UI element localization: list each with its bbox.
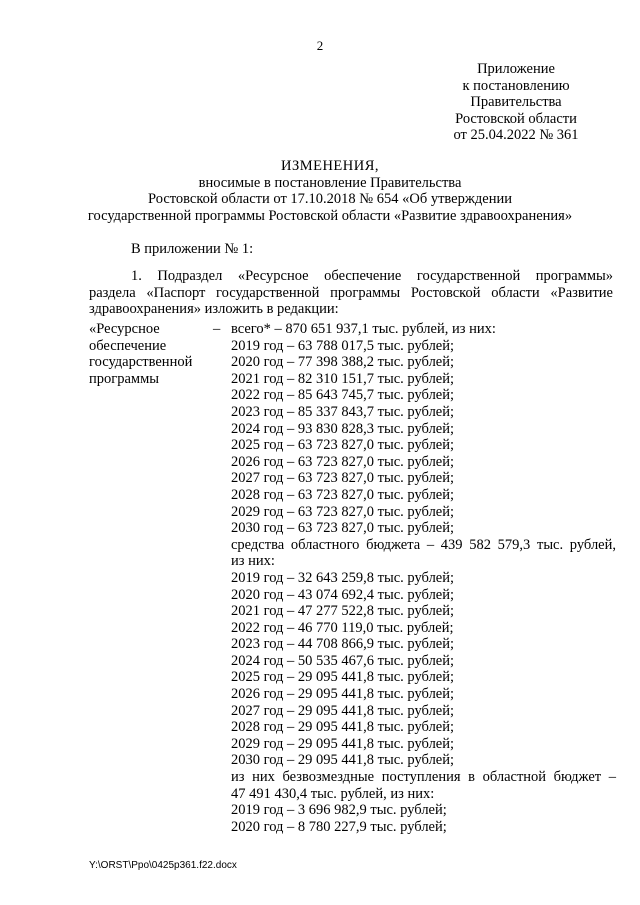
page-number: 2 [316, 38, 324, 53]
year-line: 2027 год – 29 095 441,8 тыс. рублей; [231, 702, 455, 719]
appendix-line: Правительства [470, 94, 562, 111]
appendix-line: от 25.04.2022 № 361 [453, 127, 579, 144]
year-line: 2022 год – 46 770 119,0 тыс. рублей; [231, 619, 454, 636]
year-line: 2022 год – 85 643 745,7 тыс. рублей; [231, 387, 455, 404]
year-line: 2028 год – 29 095 441,8 тыс. рублей; [231, 719, 455, 736]
year-line: 2030 год – 29 095 441,8 тыс. рублей; [231, 752, 455, 769]
title-line: Ростовской области от 17.10.2018 № 654 «Об утверждении [148, 191, 512, 208]
file-path-footer: Y:\ORST\Ppo\0425p361.f22.docx [89, 860, 237, 871]
year-line: 2029 год – 29 095 441,8 тыс. рублей; [231, 735, 455, 752]
intro-line: В приложении № 1: [131, 241, 254, 257]
year-line: 2019 год – 3 696 982,9 тыс. рублей; [231, 802, 447, 819]
intro-line: 1. Подраздел «Ресурсное обеспечение государственной программы» [131, 268, 613, 285]
intro-line: здравоохранения» изложить в редакции: [89, 301, 339, 318]
year-line: 2020 год – 8 780 227,9 тыс. рублей; [231, 818, 447, 835]
year-line: 2021 год – 47 277 522,8 тыс. рублей; [231, 603, 455, 620]
intro-paragraph [89, 241, 613, 318]
grants-line: из них безвозмездные поступления в областной бюджет – [231, 769, 616, 786]
year-line: 2023 год – 85 337 843,7 тыс. рублей; [231, 403, 455, 420]
title-heading: ИЗМЕНЕНИЯ, [280, 158, 380, 174]
total-line: всего* – 870 651 937,1 тыс. рублей, из них: [231, 321, 496, 337]
grants-line: 47 491 430,4 тыс. рублей, из них: [231, 785, 435, 802]
year-line: 2024 год – 50 535 467,6 тыс. рублей; [231, 652, 455, 669]
regional-budget-line: средства областного бюджета – 439 582 579,3 тыс. рублей, [231, 536, 616, 553]
label-line: государственной [89, 354, 193, 371]
year-line: 2028 год – 63 723 827,0 тыс. рублей; [231, 486, 455, 503]
appendix-line: Приложение [477, 61, 555, 77]
year-line: 2023 год – 44 708 866,9 тыс. рублей; [231, 636, 455, 653]
year-line: 2019 год – 32 643 259,8 тыс. рублей; [231, 569, 455, 586]
year-line: 2027 год – 63 723 827,0 тыс. рублей; [231, 470, 455, 487]
title-line: вносимые в постановление Правительства [198, 174, 462, 191]
year-line: 2021 год – 82 310 151,7 тыс. рублей; [231, 370, 455, 387]
label-line: обеспечение [89, 337, 167, 354]
year-line: 2025 год – 29 095 441,8 тыс. рублей; [231, 669, 455, 686]
appendix-line: к постановлению [462, 77, 570, 94]
year-line: 2020 год – 43 074 692,4 тыс. рублей; [231, 586, 455, 603]
document-title [60, 158, 600, 224]
year-line: 2030 год – 63 723 827,0 тыс. рублей; [231, 520, 455, 537]
appendix-header [440, 61, 592, 144]
year-line: 2026 год – 63 723 827,0 тыс. рублей; [231, 453, 455, 470]
year-line: 2025 год – 63 723 827,0 тыс. рублей; [231, 437, 455, 454]
label-line: «Ресурсное [89, 321, 160, 337]
regional-budget-line: из них: [231, 553, 275, 570]
label-line: программы [89, 370, 159, 387]
year-line: 2026 год – 29 095 441,8 тыс. рублей; [231, 686, 455, 703]
year-line: 2024 год – 93 830 828,3 тыс. рублей; [231, 420, 455, 437]
title-line: государственной программы Ростовской области «Развитие здравоохранения» [87, 207, 573, 224]
separator-dash: – [213, 321, 221, 337]
resource-content [231, 321, 616, 835]
year-line: 2019 год – 63 788 017,5 тыс. рублей; [231, 337, 455, 354]
appendix-line: Ростовской области [455, 110, 577, 127]
year-line: 2029 год – 63 723 827,0 тыс. рублей; [231, 503, 455, 520]
year-line: 2020 год – 77 398 388,2 тыс. рублей; [231, 354, 455, 371]
intro-line: раздела «Паспорт государственной программы Ростовской области «Развитие [89, 284, 613, 301]
resource-label [89, 321, 209, 387]
